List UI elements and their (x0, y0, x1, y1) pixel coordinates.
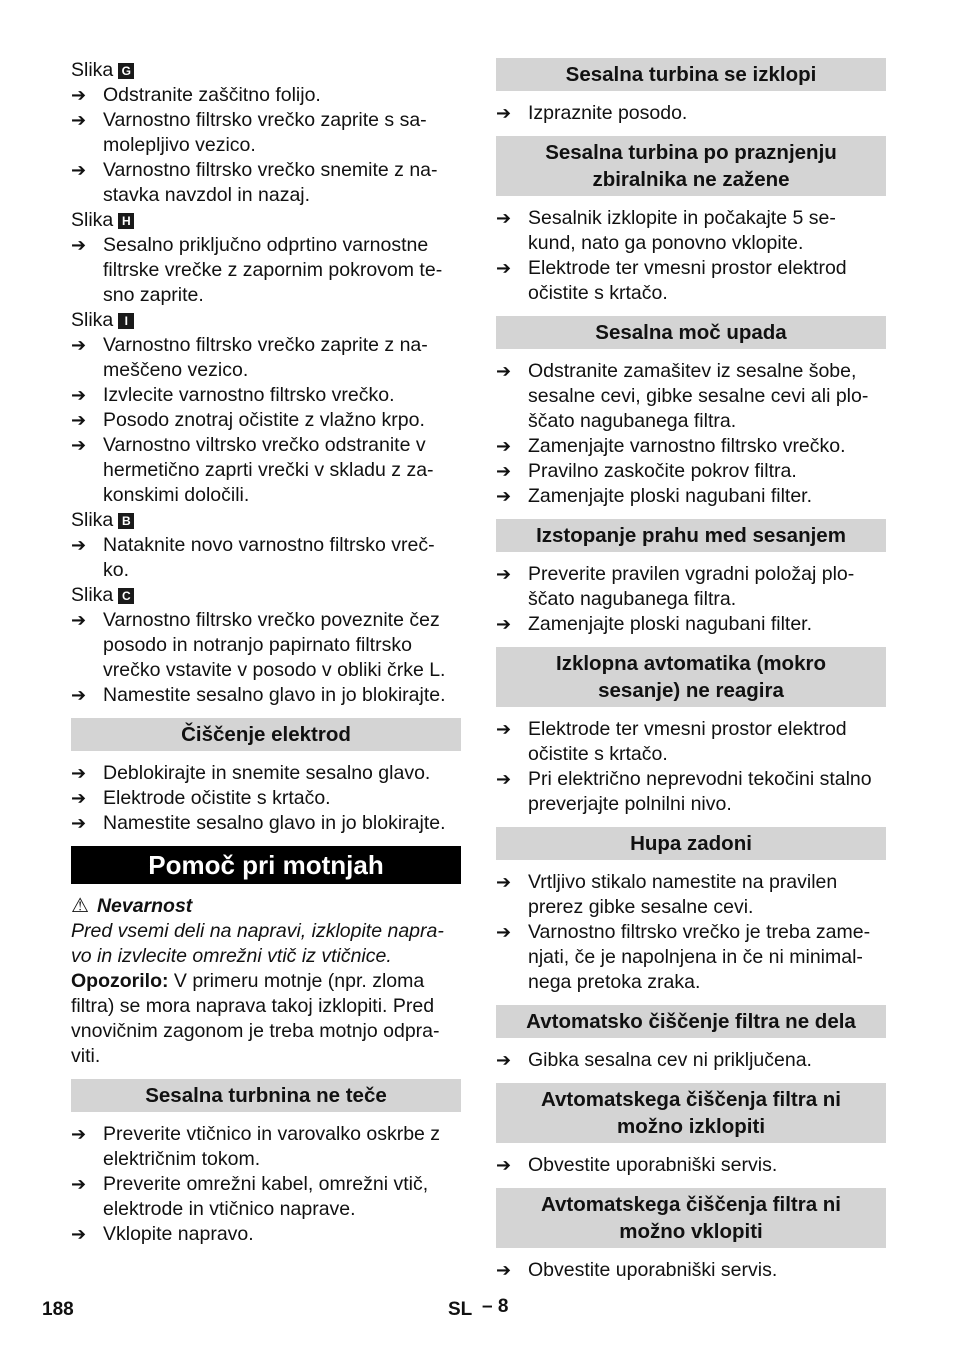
section-heading: Čiščenje elektrod (71, 718, 461, 751)
list-item-text: Varnostno filtrsko vrečko poveznite čez posodo in notranjo papirnato filtrsko vrečko vstavite v posodo v obliki črke L. (103, 609, 446, 681)
list-item (496, 870, 886, 920)
bullet-list (496, 101, 886, 126)
list-item-text: Vrtljivo stikalo namestite na pravilen prerez gibke sesalne cevi. (528, 871, 838, 918)
arrow-right-icon: ➔ (496, 1050, 512, 1070)
list-item (71, 83, 461, 108)
bullet-list (71, 608, 461, 708)
arrow-right-icon: ➔ (496, 614, 512, 634)
bullet-list (71, 83, 461, 208)
list-item (496, 101, 886, 126)
list-item (496, 1153, 886, 1178)
list-item-text: Vklopite napravo. (103, 1223, 254, 1245)
list-item-text: Elektrode ter vmesni prostor elektrod očistite s krtačo. (528, 718, 847, 765)
list-item-text: Pravilno zaskočite pokrov filtra. (528, 460, 797, 482)
arrow-right-icon: ➔ (496, 461, 512, 481)
arrow-right-icon: ➔ (71, 535, 87, 555)
list-item (71, 333, 461, 383)
arrow-right-icon: ➔ (71, 410, 87, 430)
bullet-list (496, 1153, 886, 1178)
list-item (496, 434, 886, 459)
figure-label: Slika G (71, 58, 461, 83)
list-item-text: Sesalno priključno odprtino varnostne filtrske vrečke z zapornim pokrovom te- sno zaprite. (103, 234, 443, 306)
list-item (496, 767, 886, 817)
list-item-text: Elektrode ter vmesni prostor elektrod očistite s krtačo. (528, 257, 847, 304)
arrow-right-icon: ➔ (496, 769, 512, 789)
list-item (71, 408, 461, 433)
arrow-right-icon: ➔ (496, 1260, 512, 1280)
warning-title: ⚠ Nevarnost (71, 895, 193, 917)
chapter-heading: Pomoč pri motnjah (71, 846, 461, 884)
arrow-right-icon: ➔ (71, 1124, 87, 1144)
bullet-list (496, 1048, 886, 1073)
list-item (71, 533, 461, 583)
section-heading: Avtomatskega čiščenja filtra ni možno izklopiti (496, 1083, 886, 1143)
figure-letter-badge: B (118, 513, 134, 529)
arrow-right-icon: ➔ (496, 872, 512, 892)
list-item (496, 484, 886, 509)
list-item (71, 108, 461, 158)
list-item-text: Zamenjajte varnostno filtrsko vrečko. (528, 435, 846, 457)
page-reference: – 8 (482, 1296, 509, 1317)
list-item-text: Odstranite zaščitno folijo. (103, 84, 321, 106)
list-item (71, 383, 461, 408)
section-heading: Izklopna avtomatika (mokro sesanje) ne reagira (496, 647, 886, 707)
list-item-text: Posodo znotraj očistite z vlažno krpo. (103, 409, 425, 431)
list-item-text: Preverite vtičnico in varovalko oskrbe z električnim tokom. (103, 1123, 441, 1170)
bullet-list (496, 717, 886, 817)
arrow-right-icon: ➔ (496, 208, 512, 228)
list-item-text: Zamenjajte ploski nagubani filter. (528, 485, 812, 507)
figure-label: Slika I (71, 308, 461, 333)
list-item-text: Elektrode očistite s krtačo. (103, 787, 331, 809)
arrow-right-icon: ➔ (496, 922, 512, 942)
figure-letter-badge: G (118, 63, 134, 79)
bullet-list (496, 206, 886, 306)
figure-letter-badge: C (118, 588, 134, 604)
bullet-list (71, 333, 461, 508)
section-heading: Sesalna turbnina ne teče (71, 1079, 461, 1112)
figure-label: Slika B (71, 508, 461, 533)
list-item-text: Pri električno neprevodni tekočini stalno preverjajte polnilni nivo. (528, 768, 872, 815)
list-item-text: Varnostno filtrsko vrečko zaprite z na- meščeno vezico. (103, 334, 428, 381)
figure-label: Slika H (71, 208, 461, 233)
arrow-right-icon: ➔ (71, 685, 87, 705)
bullet-list (71, 1122, 461, 1247)
page-number: 188 (42, 1299, 74, 1320)
list-item (496, 717, 886, 767)
language-code: SL (448, 1299, 473, 1320)
section-heading: Sesalna turbina se izklopi (496, 58, 886, 91)
list-item-text: Varnostno filtrsko vrečko je treba zame- njati, če je napolnjena in če ni minimal- nega pretoka zraka. (528, 921, 871, 993)
arrow-right-icon: ➔ (71, 1224, 87, 1244)
arrow-right-icon: ➔ (496, 1155, 512, 1175)
list-item (496, 256, 886, 306)
list-item (71, 1222, 461, 1247)
list-item (496, 612, 886, 637)
bullet-list (71, 761, 461, 836)
arrow-right-icon: ➔ (71, 235, 87, 255)
arrow-right-icon: ➔ (71, 763, 87, 783)
list-item (496, 1048, 886, 1073)
list-item (496, 459, 886, 484)
section-heading: Izstopanje prahu med sesanjem (496, 519, 886, 552)
bullet-list (496, 562, 886, 637)
right-column (496, 58, 886, 1283)
list-item-text: Gibka sesalna cev ni priključena. (528, 1049, 812, 1071)
list-item-text: Sesalnik izklopite in počakajte 5 se- kund, nato ga ponovno vklopite. (528, 207, 836, 254)
list-item-text: Nataknite novo varnostno filtrsko vreč- ko. (103, 534, 435, 581)
section-heading: Hupa zadoni (496, 827, 886, 860)
list-item-text: Deblokirajte in snemite sesalno glavo. (103, 762, 431, 784)
list-item-text: Varnostno filtrsko vrečko snemite z na- stavka navzdol in nazaj. (103, 159, 438, 206)
list-item-text: Varnostno viltrsko vrečko odstranite v hermetično zaprti vrečki v skladu z za- konskimi določili. (103, 434, 434, 506)
list-item (71, 158, 461, 208)
list-item (71, 1122, 461, 1172)
list-item (496, 562, 886, 612)
arrow-right-icon: ➔ (496, 486, 512, 506)
list-item (71, 811, 461, 836)
bullet-list (496, 870, 886, 995)
section-heading: Sesalna moč upada (496, 316, 886, 349)
arrow-right-icon: ➔ (496, 361, 512, 381)
list-item-text: Izvlecite varnostno filtrsko vrečko. (103, 384, 395, 406)
list-item-text: Izpraznite posodo. (528, 102, 688, 124)
arrow-right-icon: ➔ (496, 103, 512, 123)
bullet-list (496, 1258, 886, 1283)
list-item-text: Namestite sesalno glavo in jo blokirajte. (103, 812, 446, 834)
warning-triangle-icon: ⚠ (71, 895, 89, 917)
list-item-text: Namestite sesalno glavo in jo blokirajte. (103, 684, 446, 706)
section-heading: Avtomatskega čiščenja filtra ni možno vklopiti (496, 1188, 886, 1248)
warning-note: Opozorilo: V primeru motnje (npr. zloma filtra) se mora naprava takoj izklopiti. Pred vnovičnim zagonom je treba motnjo odpra- viti. (71, 970, 440, 1067)
arrow-right-icon: ➔ (496, 436, 512, 456)
section-heading: Sesalna turbina po praznjenju zbiralnika ne zažene (496, 136, 886, 196)
list-item (71, 1172, 461, 1222)
list-item (71, 761, 461, 786)
list-item (71, 433, 461, 508)
arrow-right-icon: ➔ (496, 258, 512, 278)
left-column (71, 58, 461, 1247)
bullet-list (71, 533, 461, 583)
warning-text: Pred vsemi deli na napravi, izklopite napra- vo in izvlecite omrežni vtič iz vtičnice. (71, 920, 444, 967)
list-item-text: Preverite pravilen vgradni položaj plo- ščato nagubanega filtra. (528, 563, 855, 610)
list-item (496, 359, 886, 434)
bullet-list (496, 359, 886, 509)
list-item (71, 683, 461, 708)
arrow-right-icon: ➔ (71, 610, 87, 630)
arrow-right-icon: ➔ (496, 564, 512, 584)
list-item-text: Obvestite uporabniški servis. (528, 1259, 778, 1281)
list-item-text: Preverite omrežni kabel, omrežni vtič, elektrode in vtičnico naprave. (103, 1173, 429, 1220)
arrow-right-icon: ➔ (71, 110, 87, 130)
list-item-text: Zamenjajte ploski nagubani filter. (528, 613, 812, 635)
section-heading: Avtomatsko čiščenje filtra ne dela (496, 1005, 886, 1038)
figure-label: Slika C (71, 583, 461, 608)
figure-letter-badge: H (118, 213, 134, 229)
list-item (496, 1258, 886, 1283)
arrow-right-icon: ➔ (496, 719, 512, 739)
arrow-right-icon: ➔ (71, 335, 87, 355)
arrow-right-icon: ➔ (71, 85, 87, 105)
arrow-right-icon: ➔ (71, 385, 87, 405)
list-item-text: Obvestite uporabniški servis. (528, 1154, 778, 1176)
list-item (71, 786, 461, 811)
list-item (71, 233, 461, 308)
arrow-right-icon: ➔ (71, 1174, 87, 1194)
list-item-text: Odstranite zamašitev iz sesalne šobe, sesalne cevi, gibke sesalne cevi ali plo- ščato nagubanega filtra. (528, 360, 869, 432)
list-item-text: Varnostno filtrsko vrečko zaprite s sa- molepljivo vezico. (103, 109, 427, 156)
list-item (71, 608, 461, 683)
bullet-list (71, 233, 461, 308)
list-item (496, 206, 886, 256)
list-item (496, 920, 886, 995)
arrow-right-icon: ➔ (71, 813, 87, 833)
figure-letter-badge: I (118, 313, 134, 329)
arrow-right-icon: ➔ (71, 788, 87, 808)
arrow-right-icon: ➔ (71, 160, 87, 180)
arrow-right-icon: ➔ (71, 435, 87, 455)
